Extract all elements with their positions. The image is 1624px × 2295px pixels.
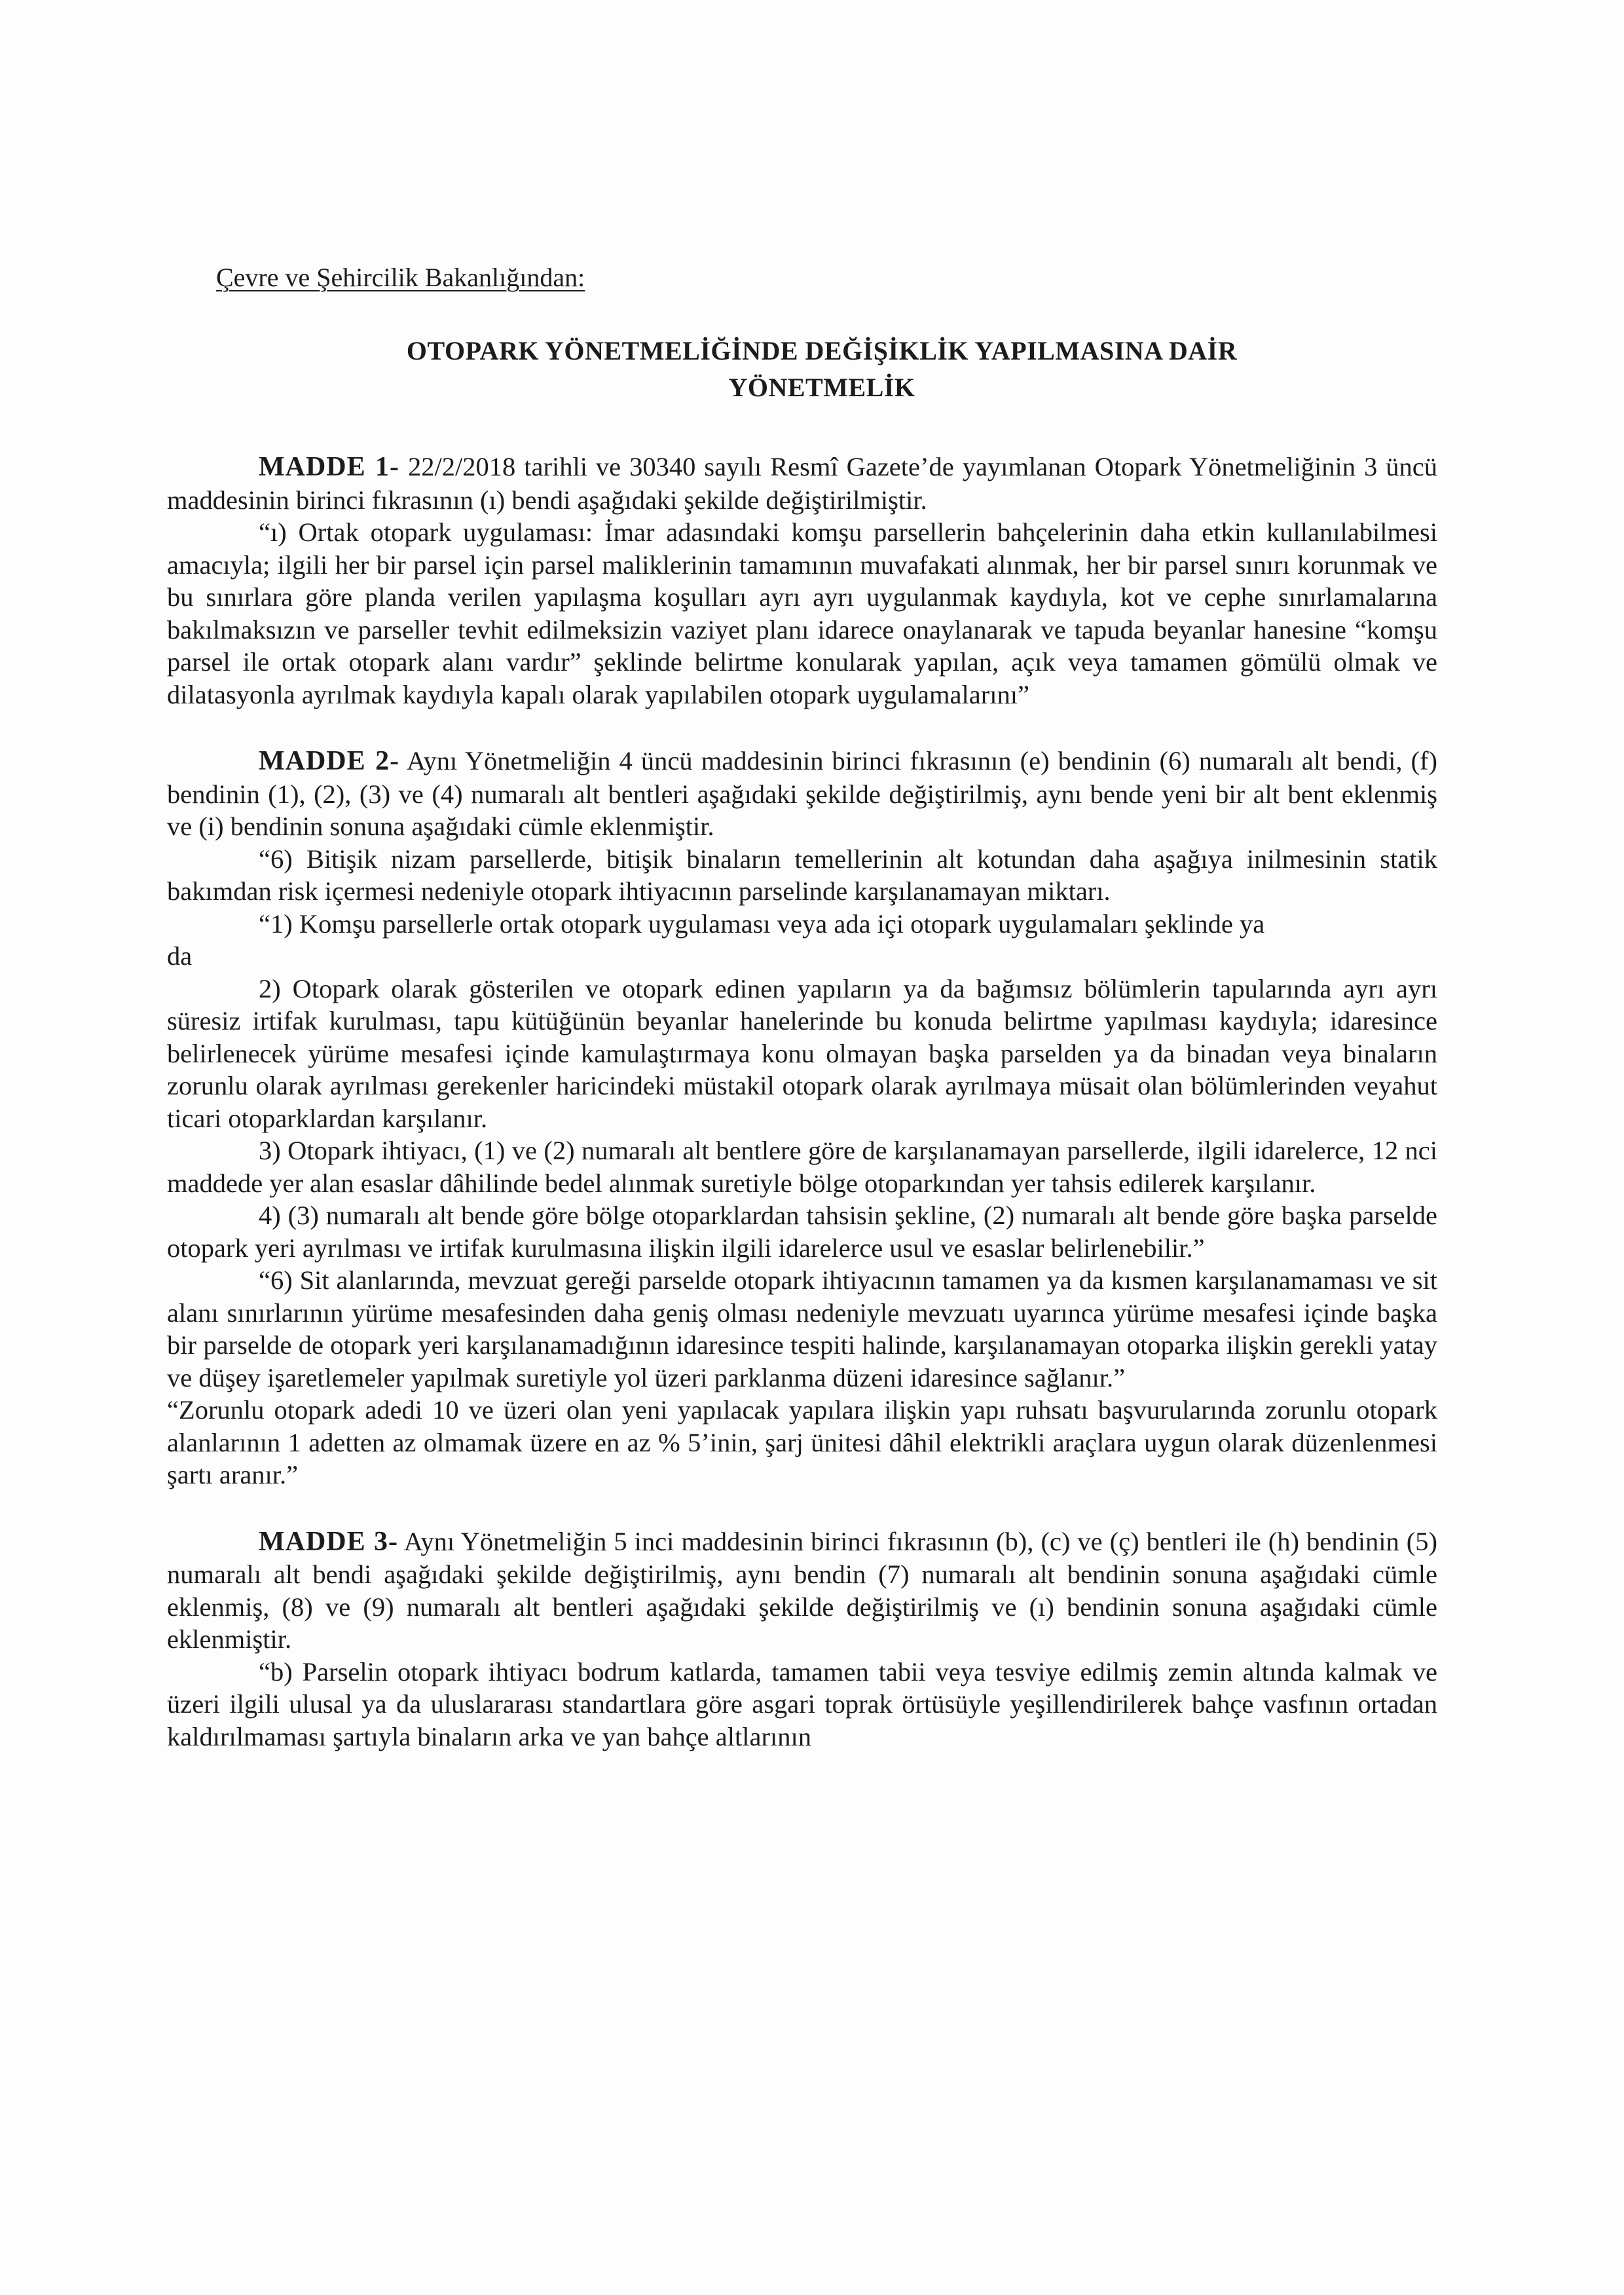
article-intro-text: Aynı Yönetmeliğin 4 üncü maddesinin birinci fıkrasının (e) bendinin (6) numaralı alt bendi, (f) bendinin (1), (2), (3) ve (4) numaralı alt bentleri aşağıdaki şekilde değiştirilmiş, aynı bende yeni bir alt bent eklenmiş ve (i) bendinin sonuna aşağıdaki cümle eklenmiştir. [167, 746, 1437, 841]
article-paragraph: “6) Sit alanlarında, mevzuat gereği parselde otopark ihtiyacının tamamen ya da kısmen karşılanamaması ve sit alanı sınırlarının yürüme mesafesinden daha geniş olması nedeniyle mevzuatı uyarınca yürüme mesafesi içinde başka bir parselde de otopark yeri karşılanamadığının idaresince tespiti halinde, karşılanamayan otoparka ilişkin gerekli yatay ve düşey işaretlemeler yapılmak suretiyle yol üzeri parklanma düzeni idaresince sağlanır.” [167, 1265, 1437, 1392]
article-intro-text: Aynı Yönetmeliğin 5 inci maddesinin birinci fıkrasının (b), (c) ve (ç) bentleri ile (h) bendinin (5) numaralı alt bendi aşağıdaki şekilde değiştirilmiş, aynı bendin (7) numaralı alt bendinin sonuna aşağıdaki cümle eklenmiş, (8) ve (9) numaralı alt bentleri aşağıdaki şekilde değiştirilmiş ve (ı) bendinin sonuna aşağıdaki cümle eklenmiştir. [167, 1526, 1437, 1654]
title-line-1: OTOPARK YÖNETMELİĞİNDE DEĞİŞİKLİK YAPILMASINA DAİR [406, 336, 1238, 365]
article-paragraph: “b) Parselin otopark ihtiyacı bodrum katlarda, tamamen tabii veya tesviye edilmiş zemin altında kalmak ve üzeri ilgili ulusal ya da uluslararası standartlara göre asgari toprak örtüsüyle yeşillendirilerek bahçe vasfının ortadan kaldırılmaması şartıyla binaların arka ve yan bahçe altlarının [167, 1656, 1437, 1751]
article-1 [167, 451, 1437, 711]
article-paragraph: 4) (3) numaralı alt bende göre bölge otoparklardan tahsisin şekline, (2) numaralı alt bende göre başka parselde otopark yeri ayrılması ve irtifak kurulmasına ilişkin ilgili idarelerce usul ve esaslar belirlenebilir.” [167, 1201, 1437, 1263]
title-line-2: YÖNETMELİK [728, 373, 915, 402]
issuing-ministry: Çevre ve Şehircilik Bakanlığından: [216, 263, 585, 292]
article-3 [167, 1525, 1437, 1753]
document-body [167, 451, 1437, 1753]
article-intro [167, 451, 1437, 516]
article-paragraph: “6) Bitişik nizam parsellerde, bitişik binaların temellerinin alt kotundan daha aşağıya inilmesinin statik bakımdan risk içermesi nedeniyle otopark ihtiyacının parselinde karşılanamayan miktarı. [167, 844, 1437, 906]
article-paragraph: 3) Otopark ihtiyacı, (1) ve (2) numaralı alt bentlere göre de karşılanamayan parsellerde, ilgili idarelerce, 12 nci maddede yer alan esaslar dâhilinde bedel alınmak suretiyle bölge otoparkından yer tahsis edilerek karşılanır. [167, 1136, 1437, 1198]
article-intro [167, 745, 1437, 843]
article-intro [167, 1525, 1437, 1656]
article-paragraph: “ı) Ortak otopark uygulaması: İmar adasındaki komşu parsellerin bahçelerinin daha etkin kullanılabilmesi amacıyla; ilgili her bir parsel için parsel maliklerinin tamamının muvafakati alınmak, her bir parsel sınırı korunmak ve bu sınırlara göre planda verilen yapılaşma koşulları ayrı ayrı uygulanmak kaydıyla, kot ve cephe sınırlamalarına bakılmaksızın ve parseller tevhit edilmeksizin vaziyet planı idarece onaylanarak ve tapuda beyanlar hanesine “komşu parsel ile ortak otopark alanı vardır” şeklinde belirtme konularak yapılan, açık veya tamamen gömülü olmak ve dilatasyonla ayrılmak kaydıyla kapalı olarak yapılabilen otopark uygulamalarını” [167, 517, 1437, 709]
article-paragraph: “Zorunlu otopark adedi 10 ve üzeri olan yeni yapılacak yapılara ilişkin yapı ruhsatı başvurularında zorunlu otopark alanlarının 1 adetten az olmamak üzere en az % 5’inin, şarj ünitesi dâhil elektrikli araçlara uygun olarak düzenlenmesi şartı aranır.” [167, 1395, 1437, 1489]
article-paragraph: 2) Otopark olarak gösterilen ve otopark edinen yapıların ya da bağımsız bölümlerin tapularında ayrı ayrı süresiz irtifak kurulması, tapu kütüğünün beyanlar hanelerinde bu konuda belirtme yapılması kaydıyla; idaresince belirlenecek yürüme mesafesi içinde kamulaştırmaya konu olmayan başka parselden ya da binadan veya binaların zorunlu olarak ayrılması gerekenler haricindeki müstakil otopark olarak ayrılmaya müsait olan bölümlerinden veyahut ticari otoparklardan karşılanır. [167, 973, 1437, 1133]
article-paragraph: “1) Komşu parsellerle ortak otopark uygulaması veya ada içi otopark uygulamaları şeklinde ya [259, 908, 1265, 939]
article-label: MADDE 2- [259, 746, 400, 776]
article-label: MADDE 3- [259, 1526, 399, 1557]
article-2 [167, 745, 1437, 1491]
article-label: MADDE 1- [259, 452, 399, 482]
article-intro-text: 22/2/2018 tarihli ve 30340 sayılı Resmî Gazete’de yayımlanan Otopark Yönetmeliğinin 3 üncü maddesinin birinci fıkrasının (ı) bendi aşağıdaki şekilde değiştirilmiştir. [167, 452, 1437, 515]
regulation-title [167, 333, 1477, 406]
article-paragraph: da [167, 941, 193, 971]
